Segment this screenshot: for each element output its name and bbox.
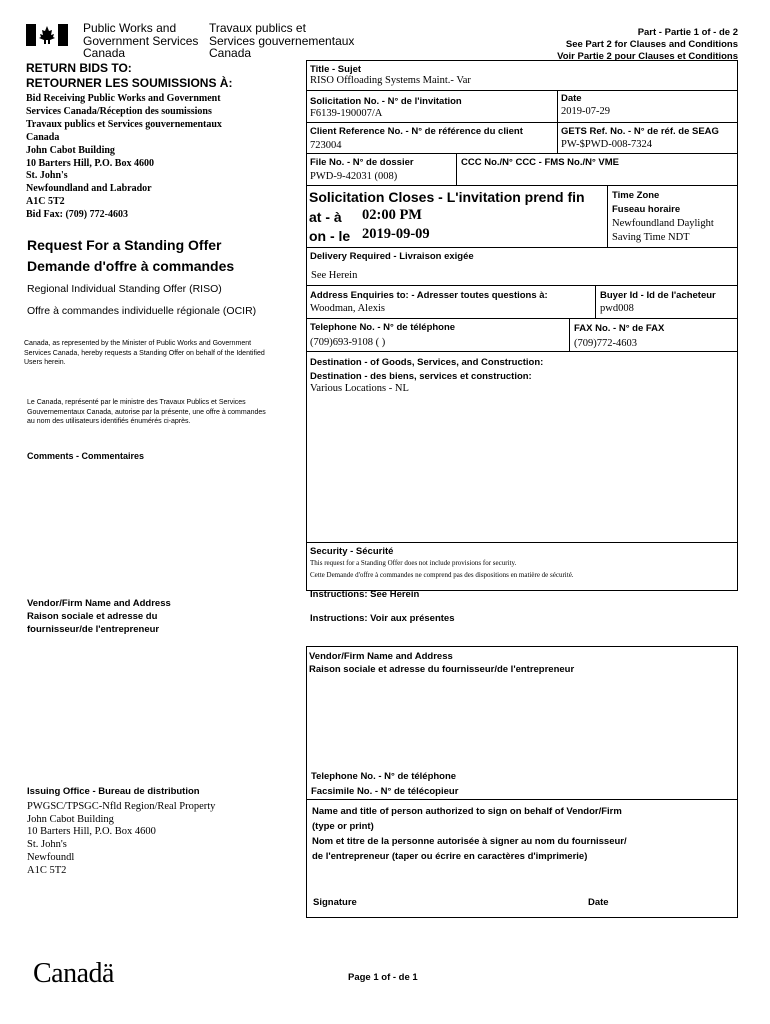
vendor-signature-box [306, 646, 738, 918]
security-text-en: This request for a Standing Offer does not include provisions for security. [310, 559, 517, 567]
authorized-person-label[interactable]: Name and title of person authorized to sign on behalf of Vendor/Firm (type or print) Nom et titre de la personne autorisée à signer au nom du fournisseur/ de l'entrepreneur (taper ou écrire en caractères d'imprimerie) [312, 806, 627, 862]
closing-time-value: 02:00 PM [362, 207, 422, 223]
time-zone-value: Newfoundland Daylight Saving Time NDT [612, 218, 714, 243]
signature-date-label[interactable]: Date [588, 897, 609, 908]
department-name-en: Public Works and Government Services Canada [83, 21, 199, 60]
vendor-telephone-label[interactable]: Telephone No. - N° de téléphone [311, 771, 457, 782]
solicitation-number-value: F6139-190007/A [310, 108, 383, 119]
request-paragraph-en: Canada, as represented by the Minister of Public Works and Government Services Canada, hereby requests a Standing Offer on behalf of the Identified Users herein. [24, 340, 265, 366]
address-enquiries-value: Woodman, Alexis [310, 303, 385, 314]
delivery-required-label: Delivery Required - Livraison exigée [310, 251, 474, 262]
page-number: Page 1 of - de 1 [348, 972, 418, 983]
vendor-box-label: Vendor/Firm Name and Address Raison sociale et adresse du fournisseur/de l'entrepreneur [309, 651, 575, 675]
department-name-fr: Travaux publics et Services gouvernementaux Canada [209, 21, 355, 60]
destination-label: Destination - of Goods, Services, and Construction: Destination - des biens, services et construction: [310, 357, 544, 382]
vendor-label-left: Vendor/Firm Name and Address Raison sociale et adresse du fournisseur/de l'entrepreneur [27, 598, 171, 635]
issuing-office-label: Issuing Office - Bureau de distribution [27, 786, 200, 797]
security-text-fr: Cette Demande d'offre à commandes ne comprend pas des dispositions en matière de sécurité. [310, 571, 574, 579]
see-part-en: See Part 2 for Clauses and Conditions [565, 39, 738, 50]
security-label: Security - Sécurité [310, 546, 394, 557]
signature-label[interactable]: Signature [313, 897, 357, 908]
date-label: Date [561, 93, 582, 104]
title-label: Title - Sujet [310, 64, 362, 75]
issuing-office-address: PWGSC/TPSGC-Nfld Region/Real Property John Cabot Building 10 Barters Hill, P.O. Box 4600 St. John's Newfoundl A1C 5T2 [27, 801, 216, 876]
ccc-number-label: CCC No./N° CCC - FMS No./N° VME [461, 157, 620, 168]
request-type-en: Regional Individual Standing Offer (RISO) [27, 283, 222, 295]
time-zone-label: Time Zone Fuseau horaire [612, 190, 681, 215]
return-bids-title-fr: RETOURNER LES SOUMISSIONS À: [26, 76, 233, 90]
request-paragraph-fr: Le Canada, représenté par le ministre des Travaux Publics et Services Gouvernementaux Canada, autorise par la présente, une offre à commandes au nom des utilisateurs identifiés énumérés ci-après. [27, 399, 266, 425]
part-indicator: Part - Partie 1 of - de 2 [637, 27, 738, 38]
fax-value: (709)772-4603 [574, 338, 637, 349]
delivery-required-value: See Herein [311, 270, 358, 281]
see-part-fr: Voir Partie 2 pour Clauses et Conditions [557, 51, 738, 60]
fax-label: FAX No. - N° de FAX [574, 323, 665, 334]
file-number-label: File No. - N° de dossier [310, 157, 414, 168]
gets-reference-label: GETS Ref. No. - N° de réf. de SEAG [561, 126, 719, 137]
solicitation-number-label: Solicitation No. - N° de l'invitation [310, 96, 462, 107]
canada-flag-icon [26, 24, 68, 46]
request-title-fr: Demande d'offre à commandes [27, 258, 235, 274]
return-bids-address: Bid Receiving Public Works and Government Services Canada/Réception des soumissions Travaux publics et Services gouvernementaux Canada John Cabot Building 10 Barters Hill, P.O. Box 4600 St. John's Newfoundland and Labrador A1C 5T2 Bid Fax: (709) 772-4603 [26, 93, 222, 221]
telephone-label: Telephone No. - N° de téléphone [310, 322, 456, 333]
buyer-id-value: pwd008 [600, 303, 634, 314]
request-title-en: Request For a Standing Offer [27, 237, 222, 253]
closes-at-label: at - à [309, 209, 342, 225]
vendor-facsimile-label[interactable]: Facsimile No. - N° de télécopieur [311, 786, 459, 797]
instructions-fr: Instructions: Voir aux présentes [310, 613, 455, 624]
comments-label: Comments - Commentaires [27, 451, 145, 461]
telephone-value: (709)693-9108 ( ) [310, 337, 386, 348]
file-number-value: PWD-9-42031 (008) [310, 171, 398, 182]
closing-date-value: 2019-09-09 [362, 226, 430, 242]
solicitation-closes-label: Solicitation Closes - L'invitation prend fin [309, 189, 585, 205]
destination-value: Various Locations - NL [310, 383, 409, 394]
gets-reference-value: PW-$PWD-008-7324 [561, 139, 652, 150]
address-enquiries-label: Address Enquiries to: - Adresser toutes questions à: [310, 290, 548, 301]
client-reference-label: Client Reference No. - N° de référence du client [310, 126, 523, 137]
instructions-en: Instructions: See Herein [310, 589, 420, 600]
date-value: 2019-07-29 [561, 106, 610, 117]
title-value: RISO Offloading Systems Maint.- Var [310, 75, 471, 86]
closes-on-label: on - le [309, 228, 351, 244]
request-type-fr: Offre à commandes individuelle régionale (OCIR) [27, 305, 257, 317]
return-bids-title-en: RETURN BIDS TO: [26, 61, 132, 75]
buyer-id-label: Buyer Id - Id de l'acheteur [600, 290, 716, 301]
client-reference-value: 723004 [310, 140, 342, 151]
canada-wordmark: Canadä [33, 958, 114, 989]
